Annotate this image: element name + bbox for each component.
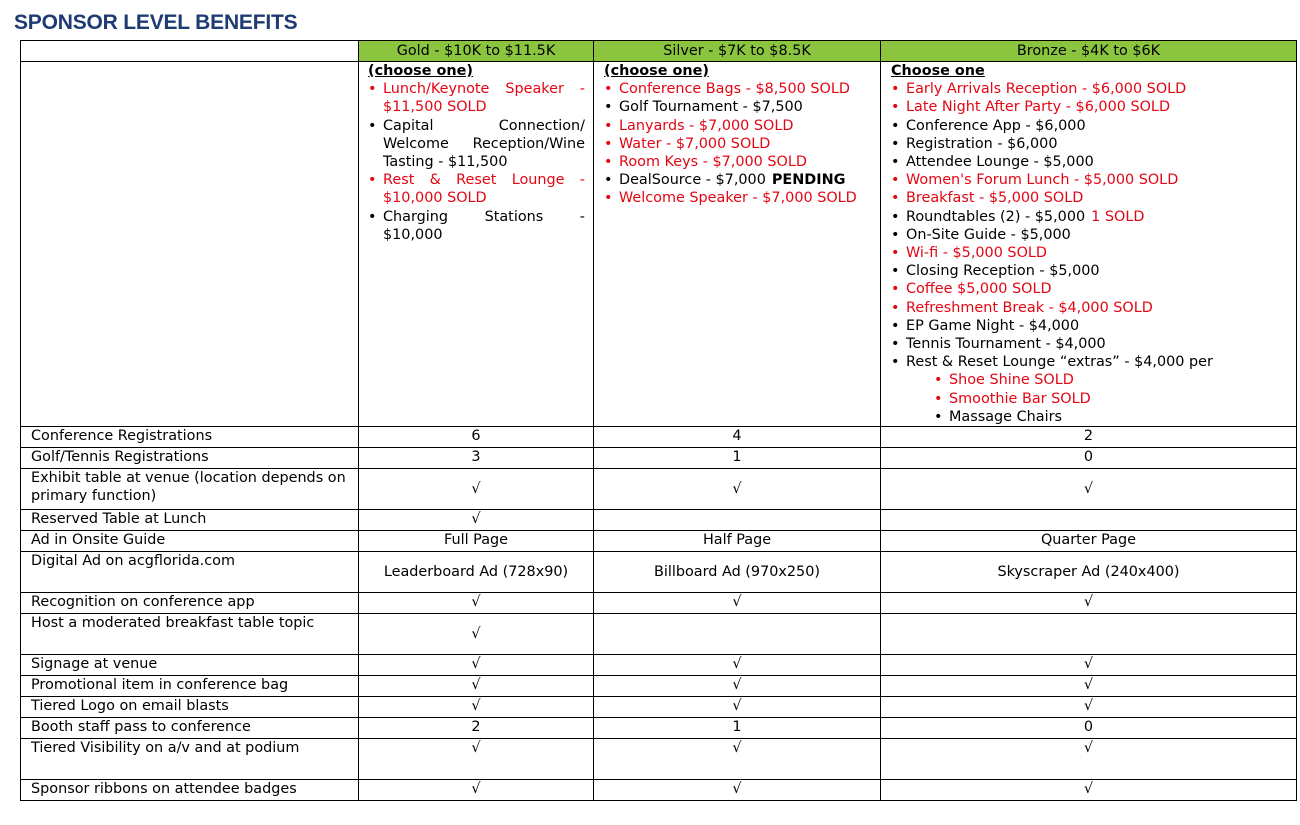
option-text: On-Site Guide - $5,000 (906, 226, 1071, 243)
gold-option-item (368, 208, 585, 244)
sponsorship-options-row (21, 62, 1297, 427)
benefit-value-silver: √ (594, 593, 881, 614)
option-text: Coffee $5,000 SOLD (906, 281, 1052, 298)
gold-option-item (368, 117, 585, 172)
silver-options-list (604, 80, 880, 207)
choose-one-gold: (choose one) (368, 63, 473, 79)
benefit-label: Signage at venue (21, 655, 359, 676)
benefit-value-silver: √ (594, 739, 881, 780)
option-text: Breakfast - $5,000 SOLD (906, 190, 1084, 207)
option-text: Late Night After Party - $6,000 SOLD (906, 99, 1171, 116)
option-text: Smoothie Bar SOLD (949, 390, 1091, 407)
benefit-label: Ad in Onsite Guide (21, 531, 359, 552)
benefit-value-gold: √ (359, 593, 594, 614)
bronze-option-item (891, 80, 1296, 98)
benefit-value-gold: √ (359, 676, 594, 697)
silver-option-item (604, 135, 872, 153)
option-text: Early Arrivals Reception - $6,000 SOLD (906, 81, 1187, 98)
benefit-value-bronze: √ (881, 697, 1297, 718)
benefit-value-silver: Half Page (594, 531, 881, 552)
benefit-value-gold: √ (359, 739, 594, 780)
benefit-value-bronze: √ (881, 739, 1297, 780)
benefit-value-bronze: 0 (881, 448, 1297, 469)
benefit-row (21, 697, 1297, 718)
bronze-option-item (891, 390, 1296, 408)
tier-header-bronze: Bronze - $4K to $6K (881, 41, 1297, 62)
benefit-value-bronze: Quarter Page (881, 531, 1297, 552)
benefit-value-bronze: √ (881, 655, 1297, 676)
option-text: Lanyards - $7,000 SOLD (619, 117, 794, 134)
benefit-value-gold: √ (359, 697, 594, 718)
benefit-label: Golf/Tennis Registrations (21, 448, 359, 469)
benefit-row (21, 510, 1297, 531)
option-text: Water - $7,000 SOLD (619, 135, 771, 152)
bronze-option-item (891, 135, 1296, 153)
tier-header-row (21, 41, 1297, 62)
option-text: Refreshment Break - $4,000 SOLD (906, 299, 1153, 316)
bronze-option-item (891, 371, 1296, 389)
option-text: Charging Stations - $10,000 (383, 208, 585, 243)
option-text: Capital Connection/ Welcome Reception/Wine Tasting - $11,500 (383, 117, 585, 171)
option-text: Rest & Reset Lounge “extras” - $4,000 per (906, 354, 1213, 371)
benefit-value-bronze (881, 510, 1297, 531)
bronze-option-item (891, 262, 1296, 280)
gold-options-cell (359, 62, 594, 427)
benefit-row (21, 676, 1297, 697)
header-blank-cell (21, 41, 359, 62)
silver-options-cell (594, 62, 881, 427)
option-text: Wi-fi - $5,000 SOLD (906, 245, 1047, 262)
benefit-value-bronze: √ (881, 676, 1297, 697)
option-text: Room Keys - $7,000 SOLD (619, 154, 807, 171)
benefit-row (21, 469, 1297, 510)
benefit-label: Digital Ad on acgflorida.com (21, 552, 359, 593)
benefit-value-silver: √ (594, 780, 881, 801)
benefit-value-bronze: √ (881, 593, 1297, 614)
bronze-option-item (891, 117, 1296, 135)
tier-header-silver: Silver - $7K to $8.5K (594, 41, 881, 62)
benefit-row (21, 531, 1297, 552)
option-text: Tennis Tournament - $4,000 (906, 336, 1106, 353)
benefit-value-silver (594, 614, 881, 655)
gold-option-item (368, 80, 585, 116)
silver-option-item (604, 80, 872, 98)
benefit-value-silver: √ (594, 676, 881, 697)
benefit-value-silver (594, 510, 881, 531)
bronze-option-item (891, 408, 1296, 426)
benefit-value-gold: √ (359, 780, 594, 801)
benefit-row (21, 593, 1297, 614)
bronze-option-item (891, 189, 1296, 207)
pending-tag: PENDING (771, 172, 846, 189)
option-text: Conference Bags - $8,500 SOLD (619, 81, 850, 98)
benefit-value-gold: √ (359, 469, 594, 510)
option-text: Conference App - $6,000 (906, 117, 1086, 134)
bronze-option-item (891, 226, 1296, 244)
page-title: SPONSOR LEVEL BENEFITS (14, 11, 298, 34)
options-label-cell (21, 62, 359, 427)
benefit-label: Tiered Logo on email blasts (21, 697, 359, 718)
benefit-row (21, 448, 1297, 469)
benefit-value-bronze: √ (881, 780, 1297, 801)
benefit-value-silver: √ (594, 697, 881, 718)
option-text: Closing Reception - $5,000 (906, 263, 1100, 280)
benefit-value-bronze: √ (881, 469, 1297, 510)
benefit-value-silver: 4 (594, 427, 881, 448)
bronze-options-list (891, 80, 1296, 426)
silver-option-item (604, 153, 872, 171)
option-text: Shoe Shine SOLD (949, 372, 1074, 389)
benefit-row (21, 427, 1297, 448)
bronze-option-item (891, 335, 1296, 353)
benefit-value-gold: 3 (359, 448, 594, 469)
benefit-value-bronze: 0 (881, 718, 1297, 739)
gold-options-list (368, 80, 593, 244)
bronze-option-item (891, 244, 1296, 262)
bronze-option-item (891, 171, 1296, 189)
sold-count-tag: 1 SOLD (1091, 208, 1145, 225)
benefit-label: Sponsor ribbons on attendee badges (21, 780, 359, 801)
benefit-label: Host a moderated breakfast table topic (21, 614, 359, 655)
benefit-row (21, 552, 1297, 593)
bronze-option-item (891, 153, 1296, 171)
benefit-value-gold: 2 (359, 718, 594, 739)
option-text: Massage Chairs (949, 408, 1063, 425)
silver-option-item (604, 98, 872, 116)
option-text: DealSource - $7,000 (619, 172, 766, 189)
benefit-label: Tiered Visibility on a/v and at podium (21, 739, 359, 780)
bronze-options-cell (881, 62, 1297, 427)
benefit-row (21, 655, 1297, 676)
benefit-value-bronze: Skyscraper Ad (240x400) (881, 552, 1297, 593)
benefit-row (21, 739, 1297, 780)
option-text: EP Game Night - $4,000 (906, 317, 1080, 334)
benefit-value-gold: Leaderboard Ad (728x90) (359, 552, 594, 593)
benefit-value-gold: Full Page (359, 531, 594, 552)
tier-header-gold: Gold - $10K to $11.5K (359, 41, 594, 62)
benefit-value-bronze (881, 614, 1297, 655)
bronze-option-item (891, 353, 1296, 371)
benefit-label: Recognition on conference app (21, 593, 359, 614)
benefit-label: Booth staff pass to conference (21, 718, 359, 739)
choose-one-bronze: Choose one (891, 63, 985, 79)
benefit-value-silver: √ (594, 655, 881, 676)
benefit-row (21, 718, 1297, 739)
benefit-value-gold: √ (359, 614, 594, 655)
benefit-value-gold: √ (359, 510, 594, 531)
benefit-label: Conference Registrations (21, 427, 359, 448)
benefit-value-silver: √ (594, 469, 881, 510)
benefit-label: Exhibit table at venue (location depends on primary function) (21, 469, 359, 510)
benefit-rows (21, 427, 1297, 801)
bronze-option-item (891, 280, 1296, 298)
silver-option-item (604, 117, 872, 135)
bronze-option-item (891, 317, 1296, 335)
benefit-value-silver: 1 (594, 448, 881, 469)
option-text: Welcome Speaker - $7,000 SOLD (619, 190, 857, 207)
benefit-label: Reserved Table at Lunch (21, 510, 359, 531)
option-text: Roundtables (2) - $5,000 (906, 208, 1086, 225)
benefit-row (21, 780, 1297, 801)
bronze-option-item (891, 299, 1296, 317)
sponsor-benefits-table (20, 40, 1297, 801)
benefit-value-gold: 6 (359, 427, 594, 448)
option-text: Registration - $6,000 (906, 135, 1058, 152)
benefit-label: Promotional item in conference bag (21, 676, 359, 697)
option-text: Lunch/Keynote Speaker - $11,500 SOLD (383, 81, 585, 116)
benefit-value-bronze: 2 (881, 427, 1297, 448)
silver-option-item (604, 171, 872, 189)
option-text: Attendee Lounge - $5,000 (906, 154, 1094, 171)
benefit-row (21, 614, 1297, 655)
benefit-value-silver: 1 (594, 718, 881, 739)
option-text: Women's Forum Lunch - $5,000 SOLD (906, 172, 1179, 189)
option-text: Golf Tournament - $7,500 (619, 99, 803, 116)
bronze-option-item (891, 208, 1296, 226)
benefit-value-silver: Billboard Ad (970x250) (594, 552, 881, 593)
bronze-option-item (891, 98, 1296, 116)
choose-one-silver: (choose one) (604, 63, 709, 79)
option-text: Rest & Reset Lounge - $10,000 SOLD (383, 172, 585, 207)
gold-option-item (368, 171, 585, 207)
silver-option-item (604, 189, 872, 207)
benefit-value-gold: √ (359, 655, 594, 676)
